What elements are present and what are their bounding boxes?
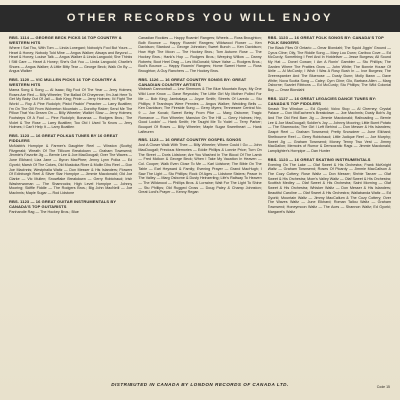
- entry-track-list: Smash The Window — Ed Gyorki; Volvo Stop — Al Cherney; Crystal Palace — Don McEachern's Breakdown — Joe MacInnis; Dusty Bob's Jig And The Old Red Barn Jig — Jimmie Macdonald; Railroading — Bernie Lee & Joe MacDougall; Soldier's Joy — Johnny Mooring; Little Burnt Potato — The Shamrocks; The Girl I Left Behind — Don Messer & His Islanders; Gaspé Reel — Graham Townsend; Pretty Snowdeer — June Elkhard; Shelbourne Reel — Gerry Robichaud; Little Judique Reel — Joe Murphy; Sweet Jig — Graham Townsend; Money Tenny Two Vest — Jimmy MacDallon; Memoirs of Rumor & Democratic Rags — Jimmie Macdonald; Lamplighter's Hornpipe — Dan Hunter: [267, 106, 391, 153]
- entry-title: RBS. 1126 — 16 GREAT COUNTRY SONGS BY: GREAT CANADIAN COUNTRY ARTISTS: [138, 76, 247, 87]
- catalog-entry: [138, 138, 261, 195]
- entry-title: RBS. 1123 — 16 GREAT FOLK SONGS BY: CANADA'S TOP FOLK SINGERS: [267, 36, 384, 45]
- catalog-entry: [268, 36, 391, 93]
- catalog-entry: [138, 78, 261, 135]
- catalog-column-2: [138, 36, 261, 376]
- entry-title: RBS. 1120 — VIC MULLEN PICKS 16 TOP COUNTRY & WESTERN HITS: [9, 77, 117, 87]
- catalog-entry: [268, 97, 391, 154]
- catalog-columns: [9, 36, 391, 376]
- entry-track-list: Just A Closer Walk With Thee — Billy Wheeler; Where Could I Go — John MacDougall; Precious Memories — Eddie Phillips & Lonnie Price; Turn On The Street — Doris Lidstone; Are You Washed In The Blood Of The Lamb — Fred Mcikon & George Beck; When I Take My Vacation In Heaven — Col. Cooper; Walk Even Close To Me — Karl Lidstone; The Bible On The Table — Earl Heyward & Family; Evening Prayer — Grand MacHugh; I Saw The Light — Stu Phillips; Rock Of Ages — Lidstone Sisters; Peace In The Valley — Marg Osborne & Dusty Heinzerling; Life's Railway To Heaven — The Wildwood — Phillips Bros. & Lorraine; Wait For The Light To Shine — Stu Phillips; Old Rugged Cross — Doug Paley & Champ Johnston; Great Lord's Prayer — Kenny Regan: [138, 143, 262, 195]
- entry-track-list: McNabb's Hornpipe & Farmer's Daughter Reel — Winston (Scotty) Fitzgerald; Wreath Of The Tillicum Breakdown — Graham Townsend; Jimmie's Favorite Jig — Bernie Lee & Joe MacDougall; Over The Waves — June Elkhard; Liza Jane — Byron MacPhee; Jenny Lynn Polka — Ed Gyorki; Marsh Of The Cokes, Old Muskoka River & Mullin Dhu Reel — Don Joe MacInnis; Westphalia Waltz — Don Messer & His Islanders; Flowers Of Edinburgh Reel & Silver Star Hornpipe — Jimmie Macdonald; Old Joe Clarke — Vic Mullen; Snowflake Breakdown — Gerry Robichaud; Irish Washerwoman — The Shamrocks; High Level Hornpipe — Johnny Mooring; Skiffle Fiddle — The Rodgers Bros.; Big John MacNeill — Joe MacInnis; Maple Sugar — Rod Lidstone: [9, 143, 133, 196]
- entry-title: RBS. 1123 — 16 GREAT COUNTRY GOSPEL SONGS: [138, 137, 242, 143]
- catalog-entry: [268, 158, 391, 215]
- entry-track-list: Wabash Cannonball — Lew Simmons & The Blue Mountain Boys; My One Wild Love Know — Dave Reynolds; The Little Girl My Mother Pulled For Me — Bob King; Jambalaya — Joyce Smith; Streets Of Laredo — Stu Phillips; If Teardrops Were Pennies — Angus Walker; Wedding Bells — Ken Davidson; The Fireside Sung — Gerry Myers; Tennessee Central No. 9 — Joe Kovak; Sweet Betsy From Pike — Marg Osborne; Tragic Romance — Ron Wheeler; Mansion On The Hill — Gerry Holmes; Hey, Good Lookin' — Hank Smith; He Taught Me To Yodel — Terry Parker; Bouquet Of Roses — Billy Wheeler; Maple Sugar Sweetheart — Hank Lafleuren: [138, 87, 262, 134]
- entry-title: RBS. 1123 — 16 GREAT POLKAS TUNES BY 16 GREAT FIDDLERS: [9, 133, 118, 144]
- entry-track-list: Panhandle Rag — The Hockey Bros.; Blue: [9, 209, 79, 214]
- catalog-entry: [138, 36, 261, 74]
- entry-track-list: Where I Sat Thu, With Tom — Linda Lonegani; Nobody's Fool But Yours — Heart & Honey; Nobody Told Mine — Angus Walker; Always and Beyond — Heart & Honey; Louise Talk — Angus Walker & Linda Langoold; She Thinks I Still Care — Heart & Honey; She's Got You — Linda Langoold; Charlie's Shoes — Angus Walker; A Little Bitty Tear — George Beck; Walk On By — Angus Walker: [9, 45, 133, 74]
- catalog-entry: [9, 36, 132, 74]
- header-title: OTHER RECORDS YOU WILL ENJOY: [66, 12, 334, 24]
- distributor-footer: DISTRIBUTED IN CANADA BY LONDON RECORDS OF CANADA LTD.: [111, 382, 289, 387]
- entry-title: RBS. 1123 — 16 GREAT GUITAR INSTRUMENTALS BY CANADA'S TOP GUITARISTS: [9, 198, 117, 209]
- header-banner: [0, 5, 400, 32]
- entry-track-list: Evening On The Lake — Olaf Sweet & His Orchestra; Frank McKnight Waltz — Graham Townsend; Roses Of Picardy — Jimmie MacCallson & The Cozy Cottery; Rose Waltz — Don Messer; Shrbie Tanzer — Olaf Sweet & His Orchestra; Mom's Valley Waltz — Olaf Sweet & His Orchestra; Scottish Medley — Olaf Sweet & His Orchestra; Saint Morning — Olaf Sweet & His Orchestra; Whisker Waltz — Don Messer & His Islanders; Beautiful Caroline — Olaf Sweet & His Orchestra; Wallabanda Waltz — Ed Gyorki; Mountain Waltz — Jimmy MacCallum & The Cozy Cottery; Over The Waves Waltz — June Elkhard; Roman Tallou Waltz — Graham Townsend; Honeymoon Waltz — The Aces — Shannon Waltz; Ed Gyorki; Margaret's Waltz: [267, 162, 391, 214]
- entry-title: RBS. 1123 — 16 GREAT SKATING INSTRUMENTALS: [267, 156, 371, 162]
- catalog-entry: [9, 134, 132, 196]
- entry-track-list: Canadian Rockies — Happy Roamin' Rangers; Wheels — Ross Broughton; Bulb Bounce — Happy Roamin' Rangers; Wildwood Flower — Ken Davidson; Stardust — George Johnston; Sweet Bunch — Ken Davidson; How High The Moon — The Hockey Bros.; Tom Autumn Rose — The Hockey Bros.; Hank's Hop — Rodgers Bros.; Weeping Willow — Danny Roberts; Boot Heel Drag — Les McDonald; Wave Valse — Rodgers Bros.; Bud's Bounce — Happy Roamin' Rangers; Home Sweet Home — Ross Broughton; A Guy Ranchers — The Hockey Bros.: [138, 36, 262, 73]
- catalog-entry: [9, 78, 132, 130]
- entry-track-list: Mama Song & Song — Al Isaac; Big Fool Of The Year — Jerry Holmes; Roses Are Red — Billy Wheeler; The Ballad Of Cheyenne; I'm Just Here To Get My Baby Out Of Jail — Bob King; Pride — Jerry Holmes; I'd Fight The World — Roy & Pine Rudolph; Pistol Packin' Preacher — Larry Boatlien; I'm On The Gill From Wolverton Mountain — Dorothy Raker; Send Me The Pillow That You Dream On — Billy Wheeler; Walkin' Slow — Jerry Holmes; Footsteps Of A Fool — Pine Rudolph; Bonanza — Rodgers Bros.; The Violet & The Rose — Larry Boatlien; Too Old I Used To Know — Jerry Holmes; I Can't Help It — Larry Boatlien: [9, 87, 133, 130]
- catalog-code: Code 15: [376, 385, 390, 389]
- catalog-entry: [9, 200, 132, 215]
- catalog-column-3: [268, 36, 391, 376]
- entry-title: RBS. 1114 — GEORGE BECK PICKS 16 TOP COUNTRY & WESTERN HITS: [9, 36, 122, 45]
- entry-title: RBS. 1127 — 16 GREAT LEGACIES DANCE TUNES BY: CANADA'S TOP FIDDLERS: [267, 95, 377, 106]
- entry-track-list: The Black Flies Of Ontario — Omar Blondahl; The Squid Jiggin' Ground — Cyrus Cline; Oily, The Riddle Song — Mary Lou Dunn; Cariboo Cove — Ed McCurdy; Something I Feel And In Hotdeliver — Jesse Burgess; All Sound My Hat — Donel Cowan; I Am A Ronin' Gambler — Stu Phillips; The Garden Where The Pratties Grow — John White; The Bonnie House Of Airlie — Al McCurdy; I Wish I Was A Rosy Bush In — Ivor Burgess; The Greenspanker And The Bluenose — Dusty Dunn; Molly Bawn — Dave White; Nova Scotia Song — Caley; Cyrn Cline; Glo, Barbara Allen — Marg Osborne; Scarlet Ribbons — Ed McCurdy; Stu Phillips; The Wild Colonial Boy — Omar Blondahl: [267, 45, 391, 93]
- catalog-column-1: [9, 36, 132, 376]
